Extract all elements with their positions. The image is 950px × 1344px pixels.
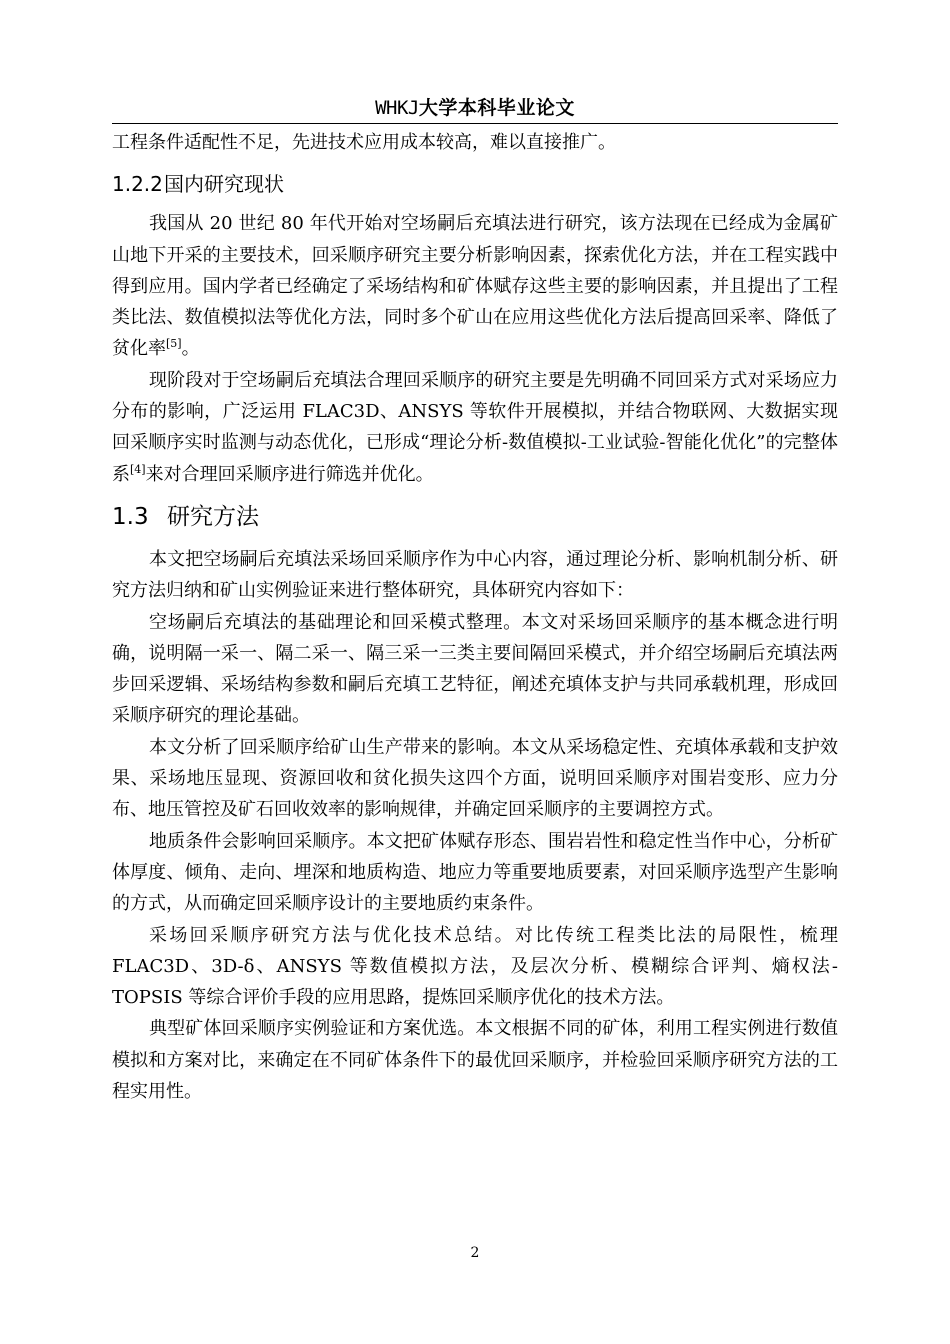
paragraph-text: 我国从 20 世纪 80 年代开始对空场嗣后充填法进行研究，该方法现在已经成为金属矿山地下开采的主要技术，回采顺序研究主要分析影响因素，探索优化方法，并在工程实践中得到应用。国内学者已经确定了采场结构和矿体赋存这些主要的影响因素，并且提出了工程类比法、数值模拟法等优化方法，同时多个矿山在应用这些优化方法后提高回采率、降低了贫化率 bbox=[112, 213, 838, 360]
paragraph-production-impact: 本文分析了回采顺序给矿山生产带来的影响。本文从采场稳定性、充填体承载和支护效果、采场地压显现、资源回收和贫化损失这四个方面，说明回采顺序对围岩变形、应力分布、地压管控及矿石回收效率的影响规律，并确定回采顺序的主要调控方式。 bbox=[112, 736, 838, 821]
section-title: 国内研究现状 bbox=[164, 172, 284, 197]
section-heading-1-3 bbox=[112, 502, 838, 532]
paragraph-theory-basis: 空场嗣后充填法的基础理论和回采模式整理。本文对采场回采顺序的基本概念进行明确，说明隔一采一、隔二采一、隔三采一三类主要间隔回采模式，并介绍空场嗣后充填法两步回采逻辑、采场结构参数和嗣后充填工艺特征，阐述充填体支护与共同承载机理，形成回采顺序研究的理论基础。 bbox=[112, 611, 838, 727]
section-number: 1.3 bbox=[112, 503, 149, 530]
paragraph-domestic-history bbox=[112, 208, 838, 364]
running-header bbox=[112, 93, 838, 124]
paragraph-geology: 地质条件会影响回采顺序。本文把矿体赋存形态、围岩岩性和稳定性当作中心，分析矿体厚度、倾角、走向、埋深和地质构造、地应力等重要地质要素，对回采顺序选型产生影响的方式，从而确定回采顺序设计的主要地质约束条件。 bbox=[112, 830, 838, 915]
header-title: 大学本科毕业论文 bbox=[418, 97, 575, 119]
paragraph-text-end: 来对合理回采顺序进行筛选并优化。 bbox=[145, 463, 434, 485]
citation-ref: [4] bbox=[130, 462, 146, 476]
page-number: 2 bbox=[470, 1245, 480, 1261]
citation-ref: [5] bbox=[166, 337, 182, 351]
paragraph-case-validation: 典型矿体回采顺序实例验证和方案优选。本文根据不同的矿体，利用工程实例进行数值模拟和方案对比，来确定在不同矿体条件下的最优回采顺序，并检验回采顺序研究方法的工程实用性。 bbox=[112, 1018, 838, 1103]
body-content bbox=[112, 127, 838, 1107]
section-title: 研究方法 bbox=[167, 503, 259, 530]
paragraph-text-end: 。 bbox=[181, 338, 200, 360]
paragraph-method-intro: 本文把空场嗣后充填法采场回采顺序作为中心内容，通过理论分析、影响机制分析、研究方法归纳和矿山实例验证来进行整体研究，具体研究内容如下： bbox=[112, 548, 838, 602]
header-brand: WHKJ bbox=[375, 97, 419, 119]
paragraph-current-research bbox=[112, 365, 838, 490]
paragraph-methods-summary: 采场回采顺序研究方法与优化技术总结。对比传统工程类比法的局限性，梳理 FLAC3D、3D-δ、ANSYS 等数值模拟方法，及层次分析、模糊综合评判、熵权法-TOPSIS 等综合评价手段的应用思路，提炼回采顺序优化的技术方法。 bbox=[112, 924, 838, 1009]
section-number: 1.2.2 bbox=[112, 172, 163, 197]
section-heading-1-2-2 bbox=[112, 170, 838, 198]
paragraph-text: 现阶段对于空场嗣后充填法合理回采顺序的研究主要是先明确不同回采方式对采场应力分布的影响，广泛运用 FLAC3D、ANSYS 等软件开展模拟，并结合物联网、大数据实现回采顺序实时监测与动态优化，已形成“理论分析-数值模拟-工业试验-智能化优化”的完整体系 bbox=[112, 369, 838, 485]
paragraph-continuation: 工程条件适配性不足，先进技术应用成本较高，难以直接推广。 bbox=[112, 132, 616, 153]
